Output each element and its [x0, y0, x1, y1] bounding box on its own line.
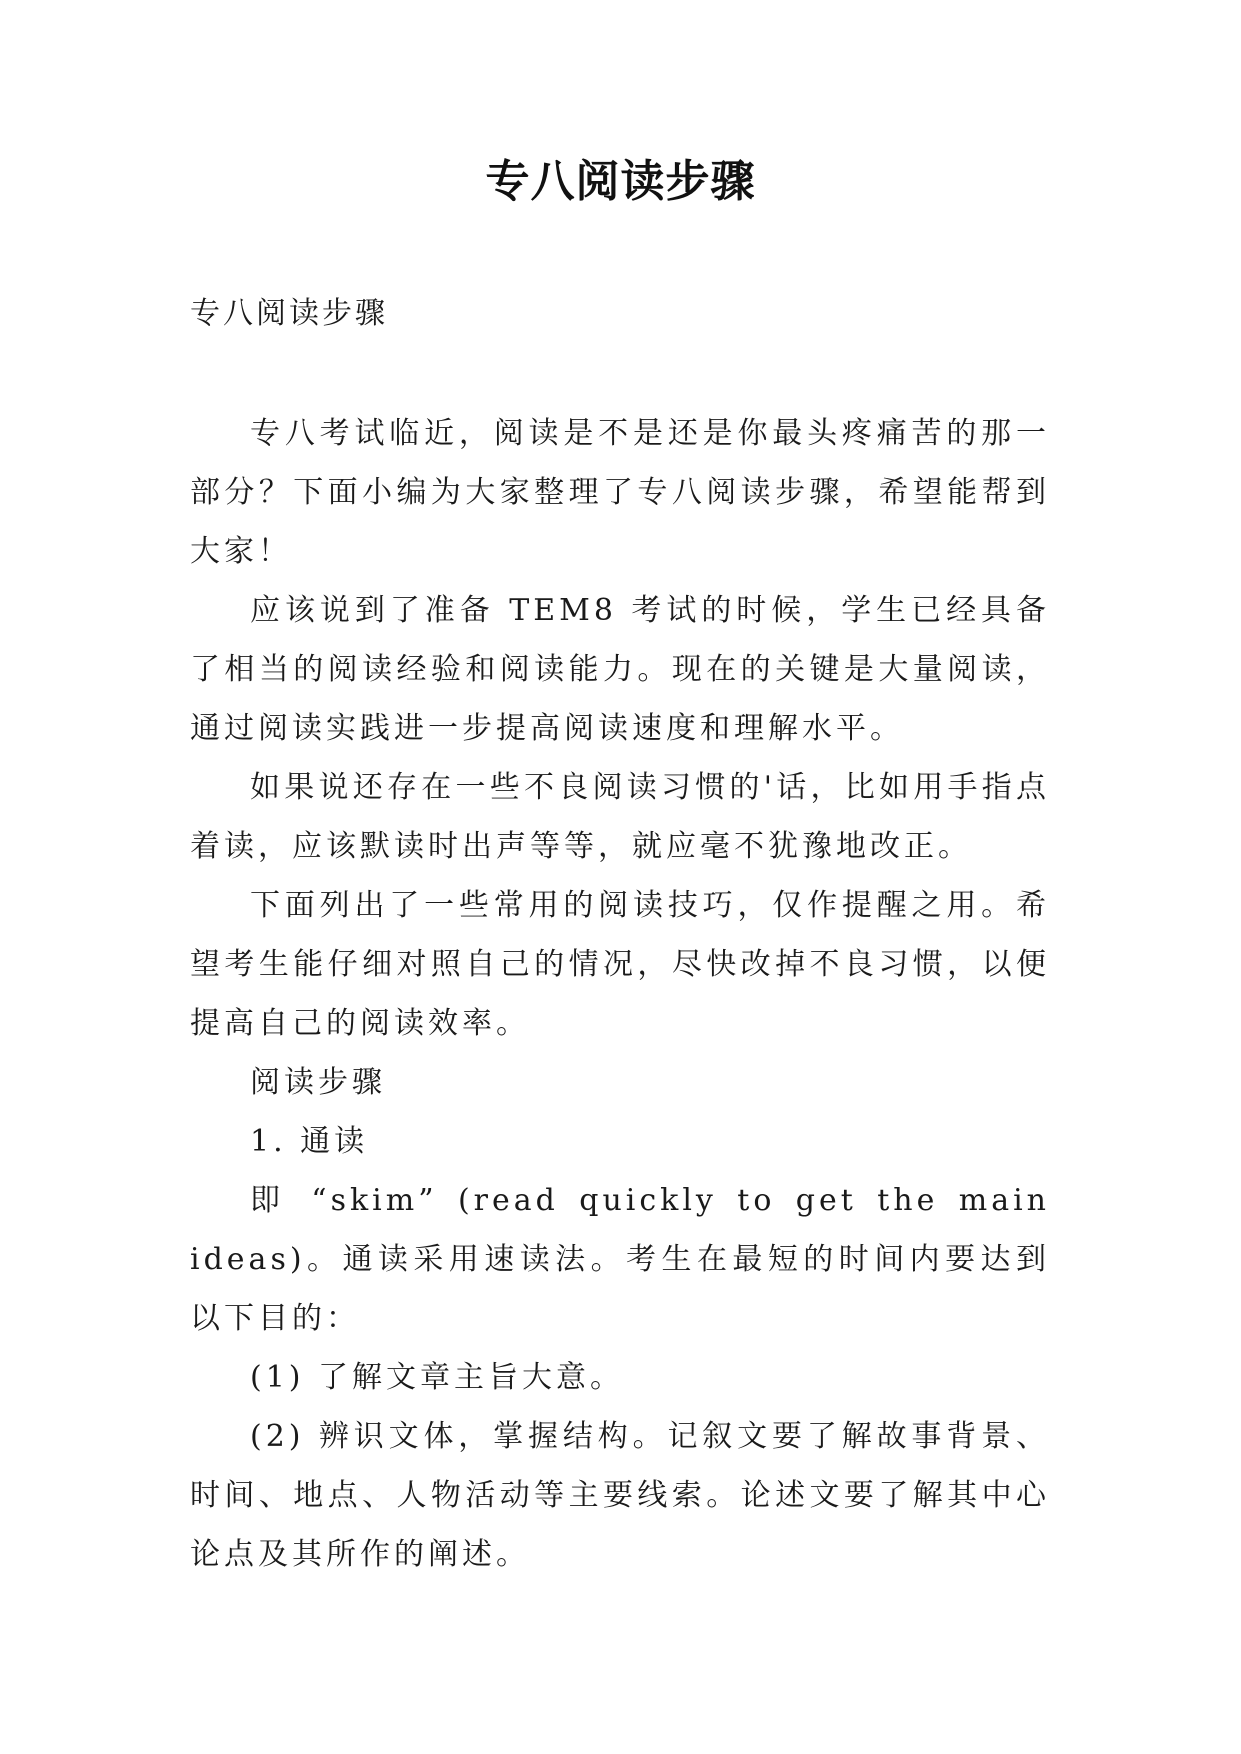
- document-body: [190, 404, 1050, 1584]
- section-heading: 阅读步骤: [250, 1065, 386, 1100]
- document-title: 专八阅读步骤: [485, 156, 756, 207]
- document-subtitle: 专八阅读步骤: [190, 296, 388, 331]
- list-item: (1) 了解文章主旨大意。: [250, 1360, 625, 1395]
- paragraph-bad-habits: 如果说还存在一些不良阅读习惯的'话，比如用手指点着读，应该默读时出声等等，就应毫不犹豫地改正。: [190, 770, 1050, 864]
- paragraph-skim: 即 “skim” (read quickly to get the main ideas)。通读采用速读法。考生在最短的时间内要达到以下目的：: [190, 1183, 1050, 1336]
- paragraph-intro: 专八考试临近，阅读是不是还是你最头疼痛苦的那一部分？下面小编为大家整理了专八阅读步骤，希望能帮到大家！: [190, 416, 1050, 569]
- paragraph-techniques: 下面列出了一些常用的阅读技巧，仅作提醒之用。希望考生能仔细对照自己的情况，尽快改掉不良习惯，以便提高自己的阅读效率。: [190, 888, 1050, 1041]
- paragraph-tem8: 应该说到了准备 TEM8 考试的时候，学生已经具备了相当的阅读经验和阅读能力。现在的关键是大量阅读，通过阅读实践进一步提高阅读速度和理解水平。: [190, 593, 1050, 746]
- list-item: (2) 辨识文体，掌握结构。记叙文要了解故事背景、时间、地点、人物活动等主要线索。论述文要了解其中心论点及其所作的阐述。: [190, 1419, 1050, 1572]
- step-heading: 1. 通读: [250, 1124, 369, 1159]
